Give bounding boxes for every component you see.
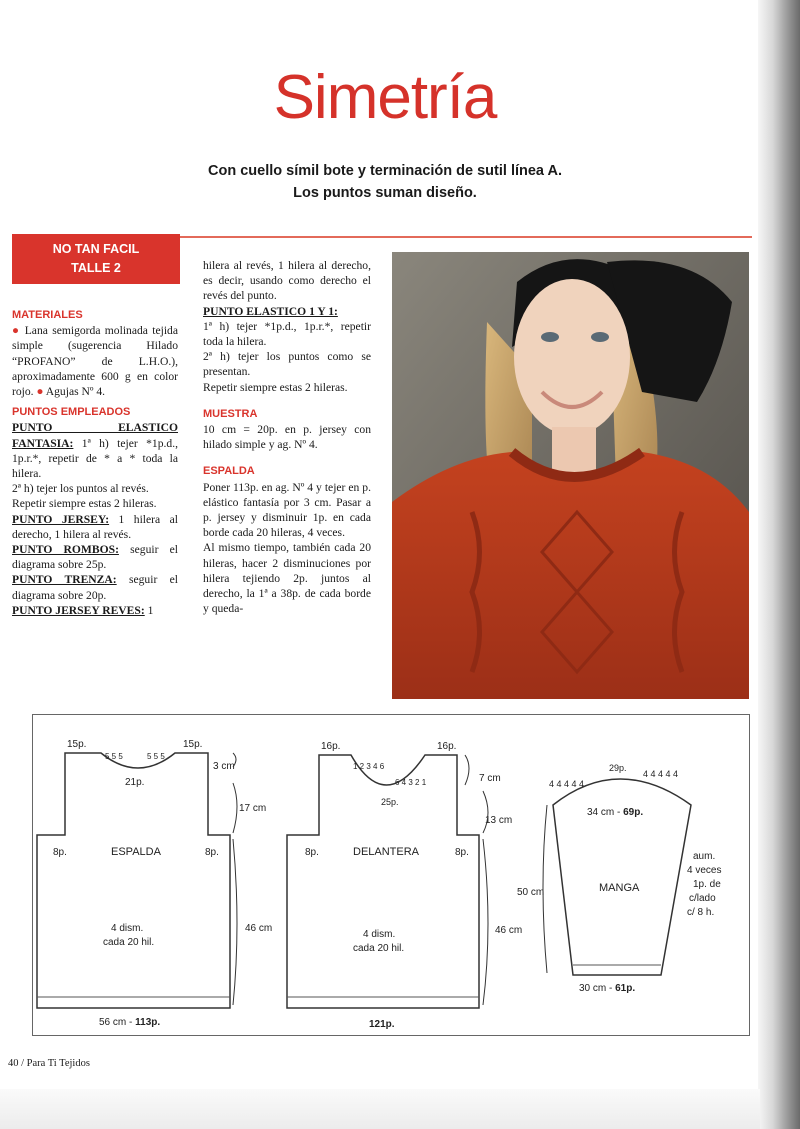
espalda-neck-seq-right: 5 5 5: [147, 752, 165, 761]
punto-trenza: PUNTO TRENZA: seguir el diagrama sobre 20p.: [12, 573, 178, 602]
espalda-text-2: Al mismo tiempo, también cada 20 hileras, hacer 2 disminuciones por hilera tejiendo 2p. juntos al derecho, la 1ª a 38p. de cada borde y queda-: [203, 541, 371, 616]
delantera-dism-2: cada 20 hil.: [353, 943, 405, 954]
punto-fantasia: PUNTO ELASTICO FANTASIA: 1ª h) tejer *1p.d., 1p.r.*, repetir de * a * toda la hilera.: [12, 421, 179, 481]
page-edge-shadow: [758, 0, 800, 1129]
manga-h: 50 cm: [517, 887, 545, 898]
delantera-label: DELANTERA: [353, 846, 420, 858]
punto-fantasia-2: 2ª h) tejer los puntos al revés.: [12, 482, 149, 496]
punto-elastico-2: 2ª h) tejer los puntos como se presentan.: [203, 350, 371, 379]
espalda-schematic: [37, 739, 272, 1028]
heading-materiales: MATERIALES: [12, 309, 83, 321]
espalda-h-body: 46 cm: [245, 923, 273, 934]
materiales-text: ● Lana semigorda molinada tejida simple (sugerencia Hilado “PROFANO” de L.H.O.), aproximadamente 600 g en color rojo. ● Agujas Nº 4.: [12, 324, 178, 399]
difficulty-badge: [12, 234, 180, 284]
bullet-icon: ●: [12, 324, 21, 338]
page-footer: 40 / Para Ti Tejidos: [8, 1058, 90, 1069]
heading-espalda: ESPALDA: [203, 465, 255, 478]
model-photo: [392, 252, 749, 699]
delantera-top-right: 16p.: [437, 741, 457, 752]
text-column-2: [203, 258, 371, 616]
punto-jersey-reves: PUNTO JERSEY REVES: 1: [12, 603, 154, 617]
espalda-h-neck: 3 cm: [213, 761, 235, 772]
manga-aum-3: 1p. de: [693, 879, 721, 890]
page-bottom-band: [0, 1089, 760, 1129]
manga-aum-2: 4 veces: [687, 865, 722, 876]
heading-muestra: MUESTRA: [203, 407, 258, 420]
manga-bottom: 30 cm - 61p.: [579, 983, 636, 994]
page-title: Simetría: [273, 63, 497, 132]
model-photo-illustration: [392, 252, 749, 699]
pattern-diagram: [32, 714, 750, 1036]
delantera-top-left: 16p.: [321, 741, 341, 752]
espalda-dism-1: 4 dism.: [111, 923, 144, 934]
espalda-dism-2: cada 20 hil.: [103, 937, 155, 948]
manga-label: MANGA: [599, 882, 640, 894]
delantera-h-neck: 7 cm: [479, 773, 501, 784]
espalda-neck: 21p.: [125, 777, 145, 788]
espalda-side-right: 8p.: [205, 847, 219, 858]
espalda-text-1: Poner 113p. en ag. Nº 4 y tejer en p. elástico fantasía por 3 cm. Pasar a p. jersey y disminuir 1p. en cada borde cada 20 hileras, 4 veces.: [203, 480, 371, 540]
muestra-text: 10 cm = 20p. en p. jersey con hilado simple y ag. Nº 4.: [203, 423, 371, 452]
heading-puntos: PUNTOS EMPLEADOS: [12, 406, 131, 419]
punto-rombos: PUNTO ROMBOS: seguir el diagrama sobre 25p.: [12, 543, 178, 572]
delantera-h-arm: 13 cm: [485, 815, 513, 826]
difficulty-label: NO TAN FACIL: [52, 242, 140, 256]
punto-elastico-1: 1ª h) tejer *1p.d., 1p.r.*, repetir toda la hilera.: [203, 319, 371, 349]
punto-elastico: PUNTO ELASTICO 1 Y 1:: [203, 304, 338, 318]
manga-aum-5: c/ 8 h.: [687, 907, 715, 918]
subtitle-line-2: Los puntos suman diseño.: [293, 185, 477, 201]
jersey-reves-cont: hilera al revés, 1 hilera al derecho, es decir, usando como derecho el revés del punto.: [203, 259, 371, 303]
espalda-bottom: 56 cm - 113p.: [99, 1017, 161, 1028]
delantera-neck-seq-right: 6 4 3 2 1: [395, 778, 427, 787]
delantera-neck: 25p.: [381, 797, 399, 807]
subtitle-line-1: Con cuello símil bote y terminación de sutil línea A.: [208, 163, 562, 179]
manga-aum-1: aum.: [693, 851, 716, 862]
espalda-top-left: 15p.: [67, 739, 87, 750]
pattern-schematic: [33, 715, 749, 1035]
punto-jersey: PUNTO JERSEY: 1 hilera al derecho, 1 hilera al revés.: [12, 512, 178, 541]
delantera-h-body: 46 cm: [495, 925, 523, 936]
manga-aum-4: c/lado: [689, 893, 716, 904]
manga-top-seq-left: 4 4 4 4 4: [549, 779, 585, 789]
espalda-label: ESPALDA: [111, 846, 161, 858]
punto-fantasia-3: Repetir siempre estas 2 hileras.: [12, 497, 157, 511]
delantera-side-right: 8p.: [455, 847, 469, 858]
espalda-top-right: 15p.: [183, 739, 203, 750]
delantera-neck-seq-left: 1 2 3 4 6: [353, 762, 385, 771]
text-column-1: [12, 302, 178, 618]
delantera-side-left: 8p.: [305, 847, 319, 858]
bullet-icon: ●: [36, 385, 44, 399]
manga-schematic: [517, 763, 721, 994]
delantera-bottom: 121p.: [369, 1019, 395, 1030]
espalda-h-arm: 17 cm: [239, 803, 267, 814]
size-label: TALLE 2: [71, 261, 121, 275]
delantera-schematic: [287, 741, 522, 1030]
delantera-dism-1: 4 dism.: [363, 929, 396, 940]
manga-top: 29p.: [609, 763, 627, 773]
manga-top-seq-right: 4 4 4 4 4: [643, 769, 679, 779]
subtitle: [150, 160, 620, 204]
punto-elastico-3: Repetir siempre estas 2 hileras.: [203, 380, 348, 394]
espalda-side-left: 8p.: [53, 847, 67, 858]
espalda-neck-seq-left: 5 5 5: [105, 752, 123, 761]
manga-width: 34 cm - 69p.: [587, 807, 644, 818]
